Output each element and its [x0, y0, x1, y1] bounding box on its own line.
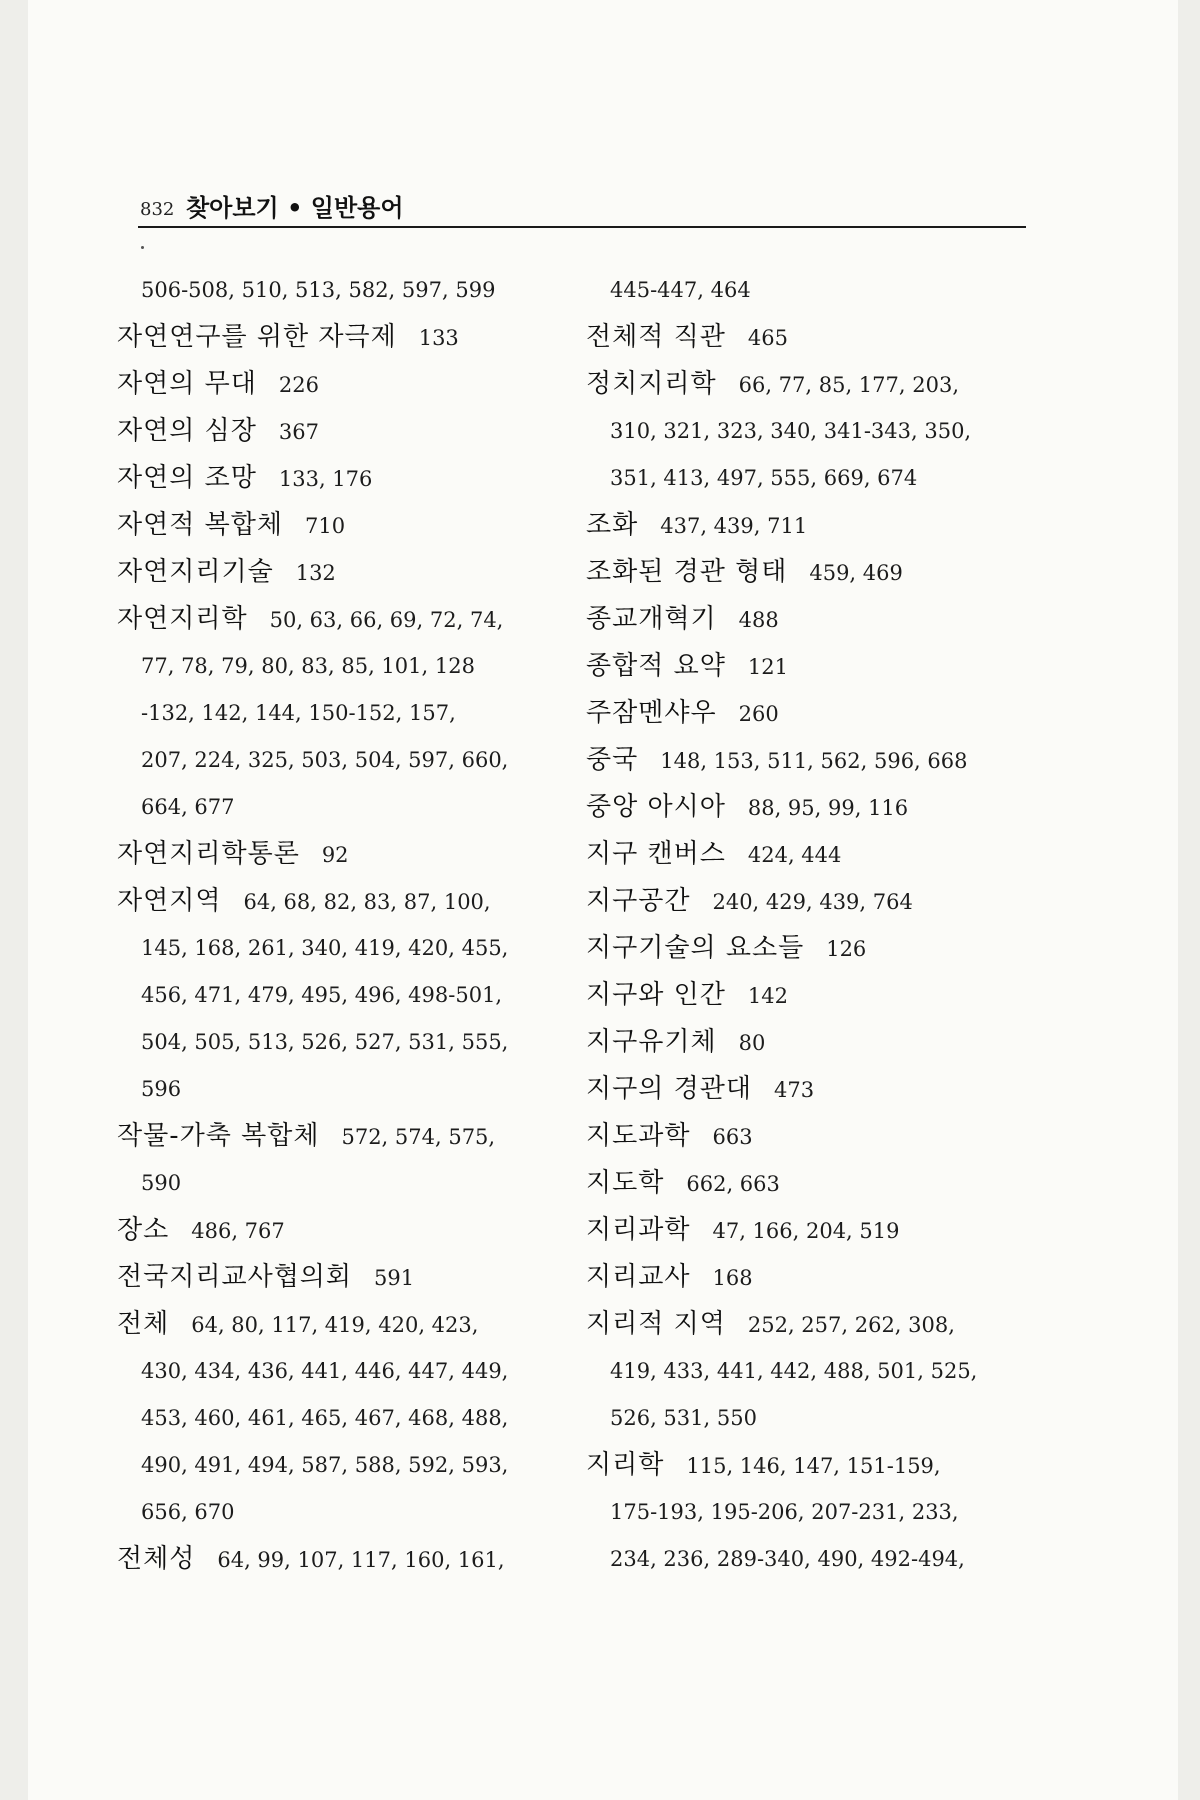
page-references: 419, 433, 441, 442, 488, 501, 525,	[610, 1359, 978, 1383]
page-references: 710	[304, 514, 346, 538]
page-references: 591	[374, 1266, 415, 1290]
index-term: 지구의 경관대	[586, 1074, 752, 1104]
page-references: 115, 146, 147, 151-159,	[686, 1454, 941, 1478]
page-references: 445-447, 464	[610, 278, 751, 302]
page-references: 664, 677	[141, 795, 235, 819]
index-entry-continuation	[586, 455, 1026, 502]
index-entry-continuation	[117, 737, 557, 784]
page-references: 486, 767	[191, 1219, 285, 1243]
index-term: 자연지리학	[117, 604, 248, 634]
index-term: 전국지리교사협의회	[117, 1262, 353, 1292]
page-references: -132, 142, 144, 150-152, 157,	[141, 701, 456, 725]
index-term: 지리학	[586, 1450, 665, 1480]
page-references: 437, 439, 711	[660, 514, 808, 538]
page-references: 207, 224, 325, 503, 504, 597, 660,	[141, 748, 509, 772]
page-references: 656, 670	[141, 1500, 235, 1524]
page-references: 506-508, 510, 513, 582, 597, 599	[141, 278, 496, 302]
page-references: 465	[747, 326, 788, 350]
index-entry	[117, 596, 557, 643]
page-references: 64, 99, 107, 117, 160, 161,	[217, 1548, 505, 1572]
index-entry	[117, 1113, 557, 1160]
index-term: 조화	[586, 510, 639, 540]
page-number: 832	[140, 199, 175, 220]
index-entry-continuation	[117, 1348, 557, 1395]
index-term: 지도학	[586, 1168, 665, 1198]
page-references: 310, 321, 323, 340, 341-343, 350,	[610, 419, 972, 443]
index-column-right	[586, 267, 1026, 1583]
page-references: 526, 531, 550	[610, 1406, 757, 1430]
page-references: 252, 257, 262, 308,	[747, 1313, 955, 1337]
index-term: 지구 캔버스	[586, 839, 726, 869]
index-term: 중국	[586, 745, 639, 775]
page-references: 132	[295, 561, 336, 585]
page-references: 663	[712, 1125, 753, 1149]
index-term: 자연지리학통론	[117, 839, 300, 869]
index-term: 자연의 무대	[117, 369, 257, 399]
index-entry	[586, 549, 1026, 596]
page-references: 226	[278, 373, 319, 397]
index-entry	[586, 831, 1026, 878]
page-references: 126	[826, 937, 867, 961]
index-term: 작물-가축 복합체	[117, 1121, 320, 1151]
page-references: 145, 168, 261, 340, 419, 420, 455,	[141, 936, 509, 960]
index-entry-continuation	[117, 1019, 557, 1066]
index-entry	[586, 1066, 1026, 1113]
index-term: 조화된 경관 형태	[586, 557, 788, 587]
index-term: 지구유기체	[586, 1027, 717, 1057]
index-term: 자연의 심장	[117, 416, 257, 446]
index-term: 종합적 요약	[586, 651, 726, 681]
index-term: 지구공간	[586, 886, 691, 916]
index-term: 자연지리기술	[117, 557, 274, 587]
index-entry	[117, 1301, 557, 1348]
page-references: 662, 663	[686, 1172, 780, 1196]
page-references: 92	[321, 843, 349, 867]
page-references: 424, 444	[747, 843, 842, 867]
page-references: 367	[278, 420, 319, 444]
page-references: 64, 68, 82, 83, 87, 100,	[243, 890, 491, 914]
page-references: 50, 63, 66, 69, 72, 74,	[269, 608, 504, 632]
index-term: 종교개혁기	[586, 604, 717, 634]
index-term: 지도과학	[586, 1121, 691, 1151]
index-entry-continuation	[586, 1395, 1026, 1442]
page-references: 66, 77, 85, 177, 203,	[738, 373, 960, 397]
index-column-left	[117, 267, 557, 1583]
index-entry-continuation	[586, 1348, 1026, 1395]
index-entry	[586, 1207, 1026, 1254]
index-term: 자연지역	[117, 886, 222, 916]
index-entry	[586, 502, 1026, 549]
page-references: 148, 153, 511, 562, 596, 668	[660, 749, 968, 773]
page-references: 133, 176	[278, 467, 373, 491]
index-entry	[117, 502, 557, 549]
index-term: 전체성	[117, 1544, 196, 1574]
index-entry	[586, 1113, 1026, 1160]
index-entry	[586, 1301, 1026, 1348]
index-entry	[117, 1254, 557, 1301]
page-references: 453, 460, 461, 465, 467, 468, 488,	[141, 1406, 509, 1430]
index-entry	[586, 690, 1026, 737]
page-references: 88, 95, 99, 116	[747, 796, 909, 820]
index-entry-continuation	[117, 1160, 557, 1207]
index-term: 전체적 직관	[586, 322, 726, 352]
page-references: 80	[738, 1031, 766, 1055]
index-entry	[117, 878, 557, 925]
page-references: 596	[141, 1077, 182, 1101]
index-entry	[117, 455, 557, 502]
page-references: 121	[747, 655, 788, 679]
index-entry-continuation	[586, 1536, 1026, 1583]
page-references: 64, 80, 117, 419, 420, 423,	[191, 1313, 479, 1337]
index-term: 자연적 복합체	[117, 510, 283, 540]
page-references: 430, 434, 436, 441, 446, 447, 449,	[141, 1359, 509, 1383]
page-references: 77, 78, 79, 80, 83, 85, 101, 128	[141, 654, 475, 678]
index-entry-continuation	[117, 1066, 557, 1113]
index-term: 주잠멘샤우	[586, 698, 717, 728]
index-entry	[586, 596, 1026, 643]
page-references: 504, 505, 513, 526, 527, 531, 555,	[141, 1030, 509, 1054]
index-entry	[586, 643, 1026, 690]
index-entry	[117, 549, 557, 596]
page-references: 133	[418, 326, 459, 350]
page-references: 234, 236, 289-340, 490, 492-494,	[610, 1547, 965, 1571]
index-entry	[586, 1019, 1026, 1066]
index-entry-continuation	[117, 1395, 557, 1442]
index-term: 지리교사	[586, 1262, 691, 1292]
index-entry	[117, 1207, 557, 1254]
index-entry-continuation	[117, 690, 557, 737]
index-entry-continuation	[117, 267, 557, 314]
printed-dot-mark	[141, 246, 144, 249]
page-references: 572, 574, 575,	[341, 1125, 496, 1149]
index-entry	[586, 1254, 1026, 1301]
index-entry	[586, 737, 1026, 784]
page-references: 473	[773, 1078, 815, 1102]
page-references: 459, 469	[809, 561, 903, 585]
index-term: 지리적 지역	[586, 1309, 726, 1339]
index-term: 지구기술의 요소들	[586, 933, 805, 963]
page-references: 590	[141, 1171, 182, 1195]
index-entry	[586, 878, 1026, 925]
index-entry	[117, 1536, 557, 1583]
index-entry	[586, 1442, 1026, 1489]
index-entry	[117, 361, 557, 408]
index-entry	[117, 314, 557, 361]
index-entry-continuation	[117, 1489, 557, 1536]
index-term: 지리과학	[586, 1215, 691, 1245]
page-references: 351, 413, 497, 555, 669, 674	[610, 466, 918, 490]
index-entry	[586, 361, 1026, 408]
page-references: 456, 471, 479, 495, 496, 498-501,	[141, 983, 503, 1007]
index-entry-continuation	[117, 925, 557, 972]
index-entry	[586, 1160, 1026, 1207]
index-entry	[586, 784, 1026, 831]
index-entry-continuation	[117, 972, 557, 1019]
index-entry	[117, 831, 557, 878]
page-title: 찾아보기 • 일반용어	[186, 194, 404, 222]
page-references: 168	[712, 1266, 753, 1290]
page-header	[138, 186, 1026, 228]
page-references: 240, 429, 439, 764	[712, 890, 913, 914]
index-entry	[586, 925, 1026, 972]
index-term: 정치지리학	[586, 369, 717, 399]
index-term: 장소	[117, 1215, 170, 1245]
page-references: 488	[738, 608, 779, 632]
index-entry-continuation	[586, 267, 1026, 314]
index-term: 전체	[117, 1309, 170, 1339]
index-term: 지구와 인간	[586, 980, 726, 1010]
index-entry	[586, 972, 1026, 1019]
index-term: 중앙 아시아	[586, 792, 726, 822]
page-references: 142	[747, 984, 788, 1008]
index-entry	[117, 408, 557, 455]
page-references: 490, 491, 494, 587, 588, 592, 593,	[141, 1453, 509, 1477]
index-term: 자연의 조망	[117, 463, 257, 493]
index-entry-continuation	[117, 643, 557, 690]
index-term: 자연연구를 위한 자극제	[117, 322, 397, 352]
index-entry	[586, 314, 1026, 361]
page-references: 47, 166, 204, 519	[712, 1219, 900, 1243]
index-entry-continuation	[586, 408, 1026, 455]
index-entry-continuation	[117, 1442, 557, 1489]
page-references: 175-193, 195-206, 207-231, 233,	[610, 1500, 959, 1524]
index-entry-continuation	[586, 1489, 1026, 1536]
index-entry-continuation	[117, 784, 557, 831]
page-references: 260	[738, 702, 779, 726]
